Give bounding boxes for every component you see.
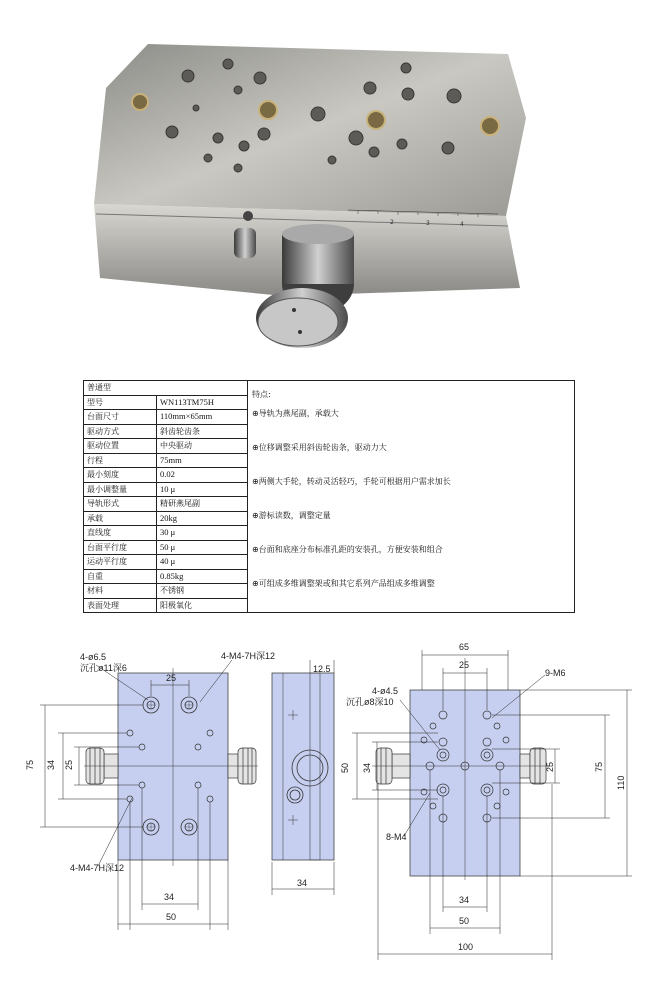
- dim-34: 34: [297, 878, 308, 888]
- features-title: 特点:: [252, 390, 271, 399]
- spec-value: 30 μ: [157, 526, 248, 541]
- spec-label: 导轨形式: [84, 497, 157, 512]
- table-row: [84, 381, 575, 396]
- dim-110: 110: [616, 775, 626, 790]
- feature-item: ⊕两侧大手轮，转动灵活轻巧，手轮可根据用户需求加长: [252, 477, 451, 486]
- side-view-body: [272, 673, 334, 860]
- spec-label: 材料: [84, 584, 157, 599]
- spec-value: 精研燕尾副: [157, 497, 248, 512]
- spec-label: 台面平行度: [84, 540, 157, 555]
- table-header: 普通型: [84, 381, 248, 396]
- dim-25-top: 25: [459, 660, 470, 670]
- spec-value: 40 μ: [157, 555, 248, 570]
- spec-label: 驱动位置: [84, 439, 157, 454]
- scale-mark: 4: [460, 221, 464, 228]
- dim-50: 50: [166, 912, 177, 922]
- spec-value: WN113TM75H: [157, 395, 248, 410]
- spec-label: 直线度: [84, 526, 157, 541]
- spec-label: 自重: [84, 569, 157, 584]
- dim-12-5: 12.5: [313, 664, 331, 674]
- product-photo: [88, 28, 528, 358]
- spec-value: 斜齿轮齿条: [157, 424, 248, 439]
- callout-counterbore: 沉孔ø11深6: [80, 663, 127, 673]
- top-view-drawing: [25, 651, 275, 930]
- spec-value: 50 μ: [157, 540, 248, 555]
- feature-item: ⊕可组成多维调整架或和其它系列产品组成多维调整: [252, 579, 435, 588]
- spec-label: 表面处理: [84, 598, 157, 613]
- callout-holes: 4-ø6.5: [80, 652, 107, 662]
- dim-25-top: 25: [166, 673, 177, 683]
- callout-m4-top: 4-M4-7H深12: [221, 651, 276, 661]
- dim-50-bottom: 50: [459, 916, 470, 926]
- spec-value: 20kg: [157, 511, 248, 526]
- spec-label: 行程: [84, 453, 157, 468]
- callout-counterbore: 沉孔ø8深10: [346, 697, 394, 707]
- dim-100: 100: [458, 942, 474, 952]
- callout-m6: 9-M6: [545, 668, 566, 678]
- technical-drawings: [0, 630, 664, 984]
- spec-value: 0.85kg: [157, 569, 248, 584]
- spec-label: 承载: [84, 511, 157, 526]
- feature-item: ⊕导轨为燕尾副，承载大: [252, 409, 339, 418]
- callout-m4-bottom: 4-M4-7H深12: [70, 863, 125, 873]
- spec-value: 阳极氧化: [157, 598, 248, 613]
- spec-value: 110mm×65mm: [157, 410, 248, 425]
- spec-label: 台面尺寸: [84, 410, 157, 425]
- spec-value: 75mm: [157, 453, 248, 468]
- dim-34-bottom: 34: [459, 895, 470, 905]
- dim-25-right: 25: [545, 761, 555, 772]
- spec-value: 0.02: [157, 468, 248, 483]
- dim-34-bottom: 34: [164, 892, 175, 902]
- dim-34: 34: [362, 762, 372, 773]
- spec-label: 最小调整量: [84, 482, 157, 497]
- stage-top-face: [94, 44, 526, 216]
- feature-item: ⊕台面和底座分布标准孔距的安装孔，方便安装和组合: [252, 545, 443, 554]
- spec-table: [83, 380, 575, 613]
- dim-75: 75: [25, 759, 35, 770]
- scale-mark: 2: [390, 219, 394, 226]
- dim-65: 65: [459, 642, 470, 652]
- spec-label: 型号: [84, 395, 157, 410]
- scale-mark: 3: [426, 220, 430, 227]
- spec-label: 最小刻度: [84, 468, 157, 483]
- bottom-view-drawing: [340, 642, 632, 960]
- dim-75: 75: [594, 761, 604, 772]
- dim-34: 34: [46, 759, 56, 770]
- spec-label: 驱动方式: [84, 424, 157, 439]
- spec-value: 不锈钢: [157, 584, 248, 599]
- feature-item: ⊕游标读数，调整定量: [252, 511, 331, 520]
- dim-25-left: 25: [64, 759, 74, 770]
- callout-holes: 4-ø4.5: [372, 686, 399, 696]
- spec-value: 中央驱动: [157, 439, 248, 454]
- side-view-drawing: [272, 660, 334, 895]
- spec-label: 运动平行度: [84, 555, 157, 570]
- features-cell: [248, 381, 575, 613]
- callout-m4: 8-M4: [386, 832, 407, 842]
- spec-value: 10 μ: [157, 482, 248, 497]
- feature-item: ⊕位移调整采用斜齿轮齿条，驱动力大: [252, 443, 387, 452]
- dim-50: 50: [340, 762, 350, 773]
